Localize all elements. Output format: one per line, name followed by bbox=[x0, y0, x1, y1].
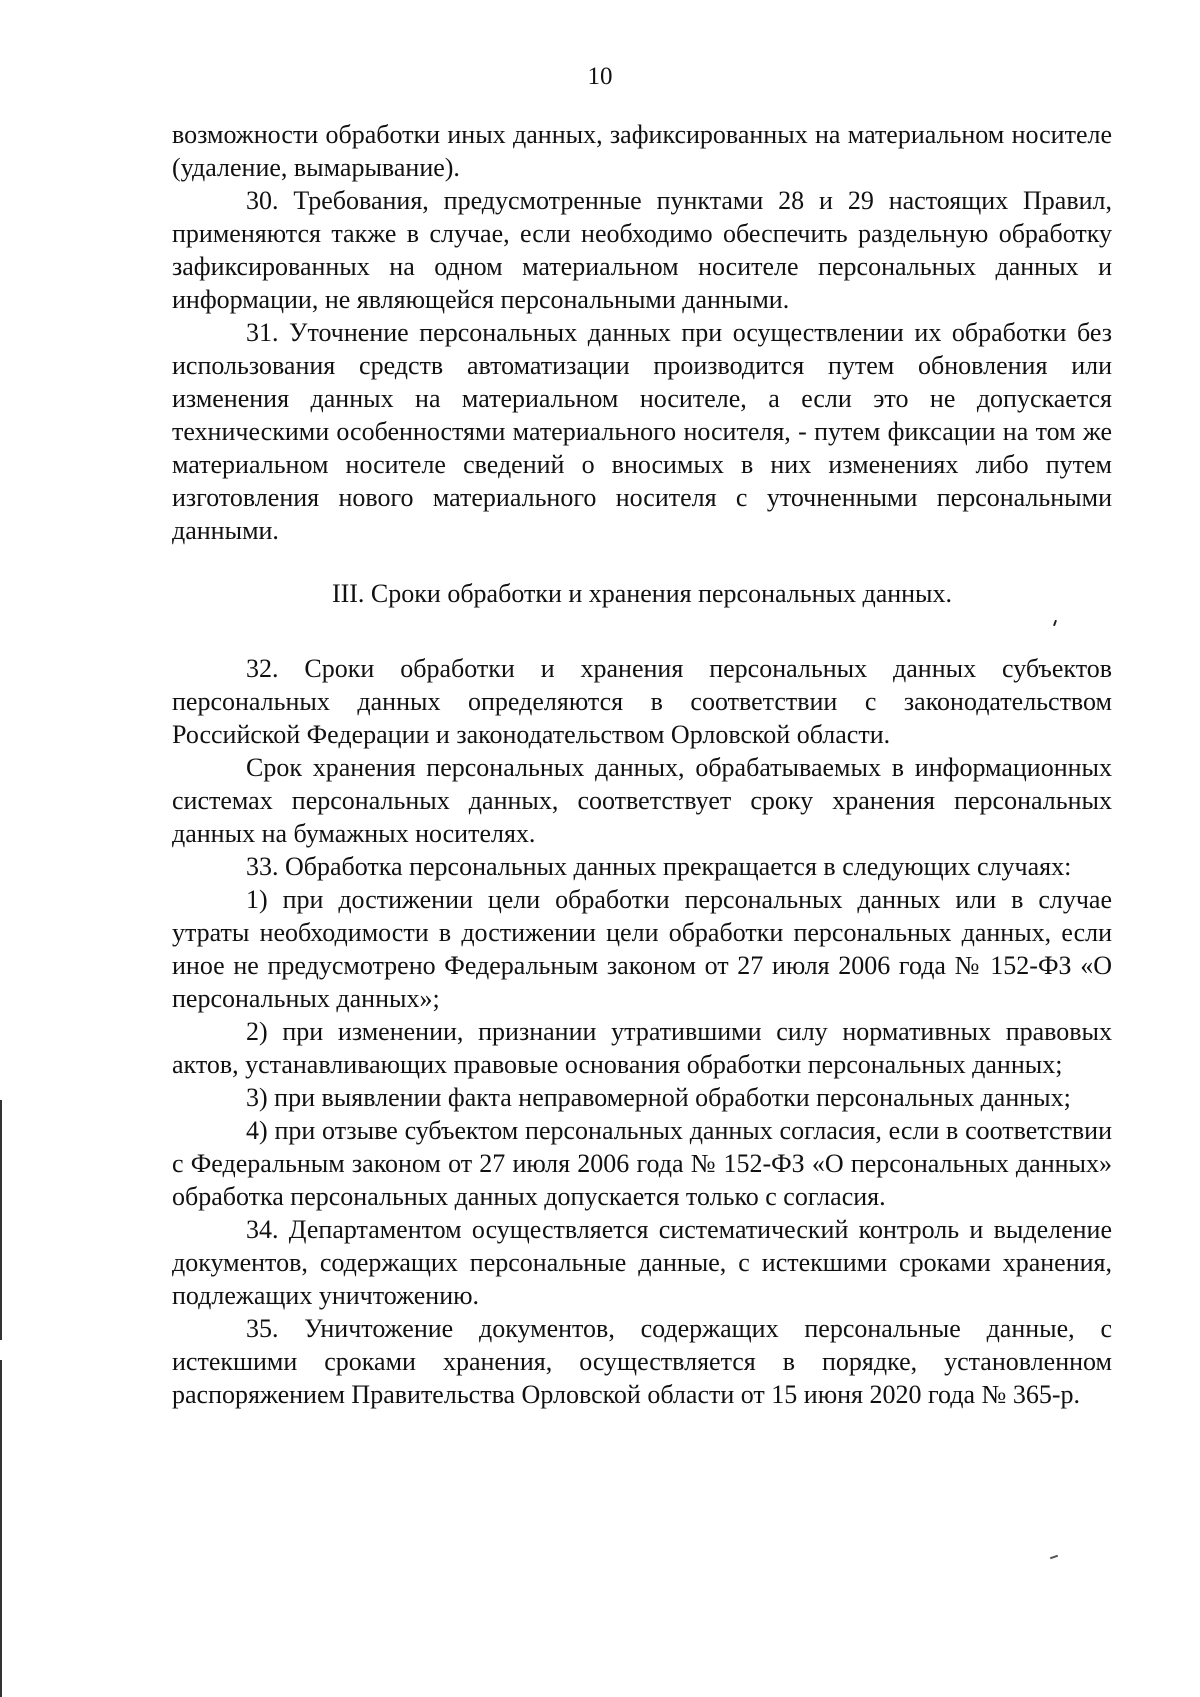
section-title: III. Сроки обработки и хранения персональных данных. bbox=[331, 579, 953, 608]
paragraph-31: 31. Уточнение персональных данных при осуществлении их обработки без использования средств автоматизации производится путем обновления или изменения данных на материальном носителе, а если это не допускается техническими особенностями материального носителя, - путем фиксации на том же материальном носителе сведений о вносимых в них изменениях либо путем изготовления нового материального носителя с уточненными персональными данными. bbox=[172, 318, 1112, 545]
scan-edge-line bbox=[0, 1360, 2, 1697]
scan-edge-line bbox=[0, 1100, 2, 1340]
paragraph-33-item-4: 4) при отзыве субъектом персональных данных согласия, если в соответствии с Федеральным законом от 27 июля 2006 года № 152-ФЗ «О персональных данных» обработка персональных данных допускается только с согласия. bbox=[172, 1116, 1112, 1211]
section-spacer bbox=[172, 610, 1112, 652]
paragraph-33-item-3: 3) при выявлении факта неправомерной обработки персональных данных; bbox=[246, 1083, 1071, 1112]
paragraph-33-item-2: 2) при изменении, признании утратившими силу нормативных правовых актов, устанавливающих правовые основания обработки персональных данных; bbox=[172, 1017, 1112, 1079]
paragraph-continuation: возможности обработки иных данных, зафиксированных на материальном носителе (удаление, вымарывание). bbox=[172, 120, 1112, 182]
paragraph-30: 30. Требования, предусмотренные пунктами 28 и 29 настоящих Правил, применяются также в случае, если необходимо обеспечить раздельную обработку зафиксированных на одном материальном носителе персональных данных и информации, не являющейся персональными данными. bbox=[172, 186, 1112, 314]
paragraph-33-item-1: 1) при достижении цели обработки персональных данных или в случае утраты необходимости в достижении цели обработки персональных данных, если иное не предусмотрено Федеральным законом от 27 июля 2006 года № 152-ФЗ «О персональных данных»; bbox=[172, 885, 1112, 1013]
page-number: 10 bbox=[587, 63, 613, 90]
paragraph-32: 32. Сроки обработки и хранения персональных данных субъектов персональных данных определяются в соответствии с законодательством Российской Федерации и законодательством Орловской области. bbox=[172, 654, 1112, 749]
paragraph-34: 34. Департаментом осуществляется систематический контроль и выделение документов, содержащих персональные данные, с истекшими сроками хранения, подлежащих уничтожению. bbox=[172, 1215, 1112, 1310]
document-body bbox=[172, 118, 1112, 1411]
paragraph-35: 35. Уничтожение документов, содержащих персональные данные, с истекшими сроками хранения, осуществляется в порядке, установленном распоряжением Правительства Орловской области от 15 июня 2020 года № 365-р. bbox=[172, 1314, 1112, 1409]
paragraph-32-storage-term: Срок хранения персональных данных, обрабатываемых в информационных системах персональных данных, соответствует сроку хранения персональных данных на бумажных носителях. bbox=[172, 753, 1112, 848]
scan-mark-bottom bbox=[1050, 1555, 1058, 1560]
paragraph-33: 33. Обработка персональных данных прекращается в следующих случаях: bbox=[246, 852, 1072, 881]
